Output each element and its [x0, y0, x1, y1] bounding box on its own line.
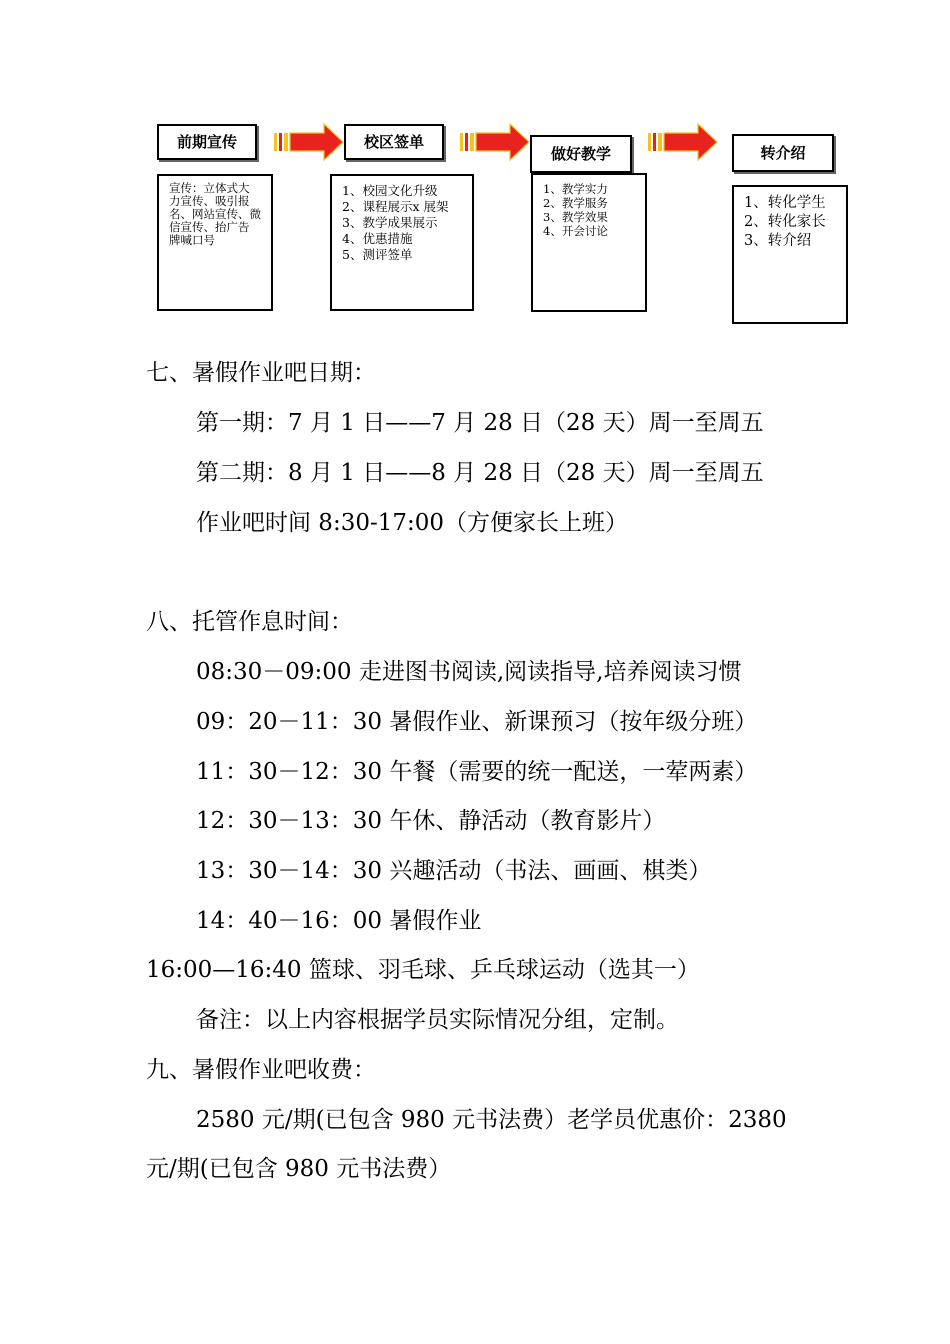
- detail-line: 2、课程展示x 展架: [342, 199, 449, 214]
- sports-line: 16:00—16:40 篮球、羽毛球、乒乓球运动（选其一）: [146, 957, 700, 983]
- note-line: 备注：以上内容根据学员实际情况分组，定制。: [196, 1007, 679, 1033]
- schedule-line: 09：20－11：30 暑假作业、新课预习（按年级分班）: [196, 709, 758, 735]
- flow-arrow-3: [646, 122, 718, 162]
- fee-line-1: 2580 元/期(已包含 980 元书法费）老学员优惠价：2380: [196, 1107, 787, 1133]
- detail-line: 信宣传、抬广告: [169, 220, 250, 234]
- step-title: 做好教学: [550, 145, 611, 163]
- detail-line: 宣传：立体式大: [169, 181, 250, 195]
- detail-line: 2、转化家长: [744, 214, 826, 230]
- step-title: 校区签单: [363, 133, 424, 151]
- section-7-heading: 七、暑假作业吧日期：: [146, 360, 376, 386]
- flow-arrow-2: [458, 122, 530, 162]
- detail-line: 5、测评签单: [342, 247, 413, 262]
- step-header-referral: [732, 134, 834, 172]
- step-detail-promotion: [157, 174, 273, 311]
- schedule-line: 12：30－13：30 午休、静活动（教育影片）: [196, 808, 666, 834]
- step-header-promotion: [157, 124, 257, 160]
- step-title: 转介绍: [760, 144, 806, 162]
- detail-line: 3、教学成果展示: [342, 215, 438, 230]
- detail-line: 2、教学服务: [543, 196, 608, 210]
- detail-line: 4、优惠措施: [342, 231, 413, 246]
- detail-line: 力宣传、吸引报: [169, 194, 250, 208]
- detail-line: 1、校园文化升级: [342, 183, 438, 198]
- detail-line: 3、教学效果: [543, 210, 608, 224]
- schedule-line: 14：40－16：00 暑假作业: [196, 908, 482, 934]
- section-8-heading: 八、托管作息时间：: [146, 609, 353, 635]
- step-header-signing: [344, 124, 444, 160]
- step-detail-teaching: [531, 173, 647, 312]
- step-header-teaching: [530, 135, 632, 173]
- section-9-heading: 九、暑假作业吧收费：: [146, 1057, 376, 1083]
- schedule-line: 08:30－09:00 走进图书阅读,阅读指导,培养阅读习惯: [196, 659, 742, 685]
- period-1-line: 第一期：7 月 1 日——7 月 28 日（28 天）周一至周五: [196, 410, 764, 436]
- detail-line: 牌喊口号: [169, 233, 215, 247]
- detail-line: 名、网站宣传、微: [169, 207, 261, 221]
- schedule-line: 13：30－14：30 兴趣活动（书法、画画、棋类）: [196, 858, 712, 884]
- period-2-line: 第二期：8 月 1 日——8 月 28 日（28 天）周一至周五: [196, 460, 764, 486]
- step-title: 前期宣传: [176, 133, 237, 151]
- hours-line: 作业吧时间 8:30-17:00（方便家长上班）: [196, 510, 629, 536]
- schedule-line: 11：30－12：30 午餐（需要的统一配送，一荤两素）: [196, 759, 758, 785]
- step-detail-signing: [330, 174, 474, 311]
- detail-line: 1、教学实力: [543, 182, 608, 196]
- detail-line: 3、转介绍: [744, 233, 812, 249]
- step-detail-referral: [732, 185, 848, 324]
- flow-arrow-1: [272, 122, 344, 162]
- detail-line: 4、开会讨论: [543, 224, 608, 238]
- detail-line: 1、转化学生: [744, 195, 826, 211]
- fee-line-2: 元/期(已包含 980 元书法费）: [146, 1156, 452, 1182]
